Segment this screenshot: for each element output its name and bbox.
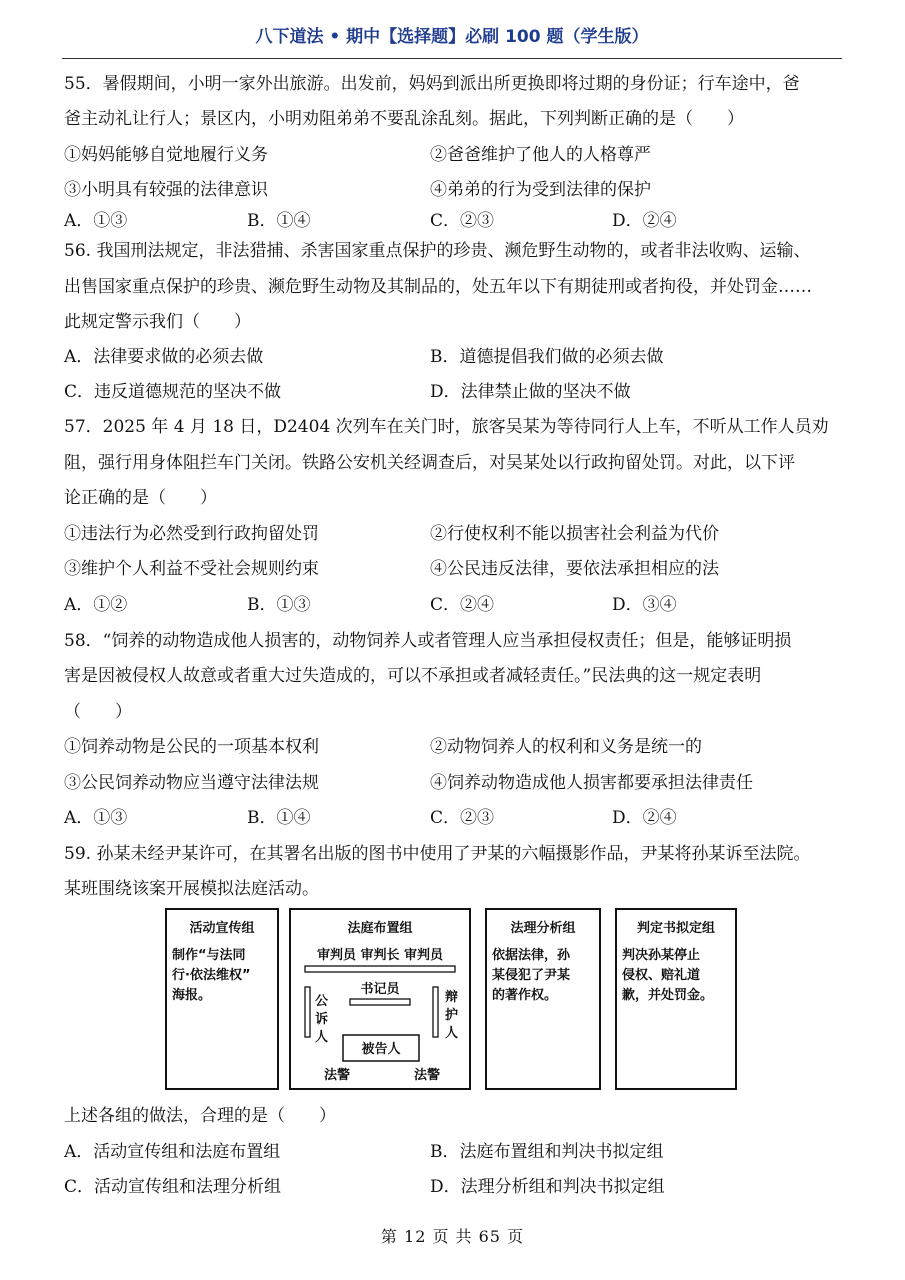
q55-choice: B．①④: [247, 211, 311, 231]
verdict-group-title: 判定书拟定组: [636, 921, 716, 936]
defender-desk: [433, 987, 438, 1037]
page-header: 八下道法 • 期中【选择题】必刷 100 题（学生版）: [255, 27, 649, 47]
q55-statement: ①妈妈能够自觉地履行义务: [64, 145, 268, 165]
q59-choice: B．法庭布置组和判决书拟定组: [430, 1142, 664, 1162]
publicity-group-text: 海报。: [172, 988, 212, 1003]
q56-stem-line: 此规定警示我们（ ）: [64, 312, 251, 332]
q55-statement: ②爸爸维护了他人的人格尊严: [430, 145, 651, 165]
q59-choice: D．法理分析组和判决书拟定组: [430, 1177, 665, 1197]
clerk-label: 书记员: [360, 982, 400, 997]
q55-statement: ③小明具有较强的法律意识: [64, 180, 268, 200]
q55-stem-line: 55．暑假期间，小明一家外出旅游。出发前，妈妈到派出所更换即将过期的身份证；行车途中，爸: [64, 74, 800, 94]
page-footer: 第 12 页 共 65 页: [380, 1227, 525, 1246]
prosecutor-label: 公: [315, 994, 329, 1009]
prosecutor-desk: [305, 987, 310, 1037]
q56-choice: A．法律要求做的必须去做: [64, 347, 264, 367]
q56-stem-line: 出售国家重点保护的珍贵、濒危野生动物及其制品的，处五年以下有期徒刑或者拘役，并处罚金……: [64, 277, 812, 297]
q57-stem-line: 57．2025 年 4 月 18 日，D2404 次列车在关门时，旅客吴某为等待同行人上车，不听从工作人员劝: [64, 417, 829, 437]
q59-stem-line: 某班围绕该案开展模拟法庭活动。: [64, 879, 319, 899]
q59-choice: C．活动宣传组和法理分析组: [64, 1177, 282, 1197]
police-label: 法警: [323, 1068, 351, 1083]
q57-choice: C．②④: [430, 595, 495, 615]
verdict-group-text: 判决孙某停止: [622, 948, 701, 963]
analysis-group-text: 某侵犯了尹某: [492, 968, 571, 983]
q58-statement: ③公民饲养动物应当遵守法律法规: [64, 773, 319, 793]
q56-stem-line: 56. 我国刑法规定，非法猎捕、杀害国家重点保护的珍贵、濒危野生动物的，或者非法收购、运输、: [64, 241, 811, 261]
q58-choice: D．②④: [612, 808, 677, 828]
header-divider: [62, 58, 842, 59]
q58-statement: ②动物饲养人的权利和义务是统一的: [430, 737, 702, 757]
q55-choice: A．①③: [64, 211, 128, 231]
q57-choice: D．③④: [612, 595, 677, 615]
q56-choice: C．违反道德规范的坚决不做: [64, 382, 282, 402]
verdict-group-text: 侵权、赔礼道: [622, 968, 701, 983]
police-label: 法警: [413, 1068, 441, 1083]
clerk-desk: [350, 999, 410, 1005]
q57-statement: ①违法行为必然受到行政拘留处罚: [64, 524, 319, 544]
prosecutor-label: 诉: [315, 1012, 329, 1027]
q57-statement: ②行使权利不能以损害社会利益为代价: [430, 524, 719, 544]
q56-choice: B．道德提倡我们做的必须去做: [430, 347, 664, 367]
q57-choice: A．①②: [64, 595, 128, 615]
verdict-group-text: 歉，并处罚金。: [622, 988, 714, 1003]
q58-stem-line: 害是因被侵权人故意或者重大过失造成的，可以不承担或者减轻责任。”民法典的这一规定表明: [64, 666, 762, 686]
q55-stem-line: 爸主动礼让行人；景区内，小明劝阻弟弟不要乱涂乱刻。据此，下列判断正确的是（ ）: [64, 109, 744, 129]
analysis-group-title: 法理分析组: [510, 921, 576, 936]
publicity-group-title: 活动宣传组: [189, 921, 255, 936]
analysis-group-text: 依据法律，孙: [492, 948, 571, 963]
prosecutor-label: 人: [315, 1030, 329, 1045]
defender-label: 辩: [445, 990, 459, 1005]
q58-choice: B．①④: [247, 808, 311, 828]
q57-choice: B．①③: [247, 595, 311, 615]
q57-statement: ③维护个人利益不受社会规则约束: [64, 559, 319, 579]
q57-stem-line: 阻，强行用身体阻拦车门关闭。铁路公安机关经调查后，对吴某处以行政拘留处罚。对此，以下评: [64, 453, 795, 473]
q58-statement: ①饲养动物是公民的一项基本权利: [64, 737, 319, 757]
q56-choice: D．法律禁止做的坚决不做: [430, 382, 631, 402]
defender-label: 人: [445, 1026, 459, 1041]
q59-choice: A．活动宣传组和法庭布置组: [64, 1142, 281, 1162]
publicity-group-text: 行·依法维权”: [172, 968, 251, 983]
analysis-group-text: 的著作权。: [492, 988, 558, 1003]
q59-question-line: 上述各组的做法，合理的是（ ）: [64, 1106, 336, 1126]
q55-statement: ④弟弟的行为受到法律的保护: [430, 180, 651, 200]
q58-stem-line: （ ）: [64, 702, 132, 722]
q57-statement: ④公民违反法律，要依法承担相应的法: [430, 559, 719, 579]
court-bench-label: 审判员 审判长 审判员: [316, 948, 444, 963]
q55-choice: C．②③: [430, 211, 495, 231]
defender-label: 护: [445, 1008, 459, 1023]
court-group-title: 法庭布置组: [347, 921, 413, 936]
q58-statement: ④饲养动物造成他人损害都要承担法律责任: [430, 773, 753, 793]
publicity-group-text: 制作“与法同: [172, 948, 246, 963]
q58-choice: A．①③: [64, 808, 128, 828]
judge-bench: [305, 966, 455, 972]
defendant-label: 被告人: [361, 1042, 401, 1057]
q58-stem-line: 58．“饲养的动物造成他人损害的，动物饲养人或者管理人应当承担侵权责任；但是，能够证明损: [64, 631, 792, 651]
q58-choice: C．②③: [430, 808, 495, 828]
q55-choice: D．②④: [612, 211, 677, 231]
q57-stem-line: 论正确的是（ ）: [64, 488, 217, 508]
q59-stem-line: 59. 孙某未经尹某许可，在其署名出版的图书中使用了尹某的六幅摄影作品，尹某将孙某诉至法院。: [64, 844, 811, 864]
mock-court-diagram: [165, 907, 740, 1092]
